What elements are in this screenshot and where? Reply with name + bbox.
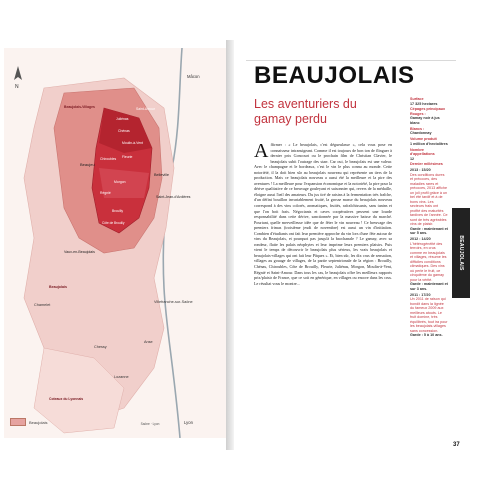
fact-appellations [410, 148, 448, 162]
cru-label-chiroubles: Chiroubles [100, 157, 117, 161]
city-label-beaujeu: Beaujeu [80, 162, 95, 167]
cru-label-chenas: Chénas [118, 129, 130, 133]
vintage-text: Un 2011 de raison qui bondit dans la lignée du fameux 2009 aux meilleurs atouts. Le fruit domine, très équilibrés, tout ira pour les beaujolais-villages sans concession. [410, 297, 448, 333]
fact-surface [410, 97, 448, 106]
city-label-lyon: Lyon [184, 420, 193, 425]
page-title: BEAUJOLAIS [254, 62, 415, 89]
vintage-2012 [410, 237, 448, 291]
fact-sublabel: Rouges : [410, 111, 426, 116]
north-label: N [15, 84, 19, 90]
vintage-keep: Garde : 5 à 10 ans. [410, 333, 443, 338]
cru-label-cote-de-brouilly: Côte de Brouilly [102, 221, 125, 225]
city-label-anse: Anse [144, 340, 153, 344]
vintage-keep: Garde : maintenant et sur 3 ans. [410, 282, 448, 291]
vintage-2011 [410, 293, 448, 338]
vintages-heading: Dernier millésimes [410, 162, 443, 167]
top-rule [246, 60, 456, 61]
legend-label: Beaujolais [29, 419, 48, 425]
vintage-keep: Garde : maintenant et sur 5 ans. [410, 226, 448, 236]
page-subtitle: Les aventuriers du gamay perdu [254, 97, 357, 126]
fact-value: 1 million d'hectolitres [410, 141, 448, 146]
legend-swatch [10, 418, 26, 426]
city-label-villefranche: Villefranche-sur-Saône [154, 300, 193, 304]
fact-volume [410, 137, 448, 146]
fact-label: Surface [410, 97, 424, 101]
vintage-text: L'hétérogénéité des terroirs, en crus comme en beaujolais et villages, résume les difficiles conditions climatiques. Des vins où perle le fruit, ce cinquième du gamay pour la vérité. [410, 241, 447, 282]
map-legend [10, 418, 47, 426]
vintage-year: 2012 : 14/20 [410, 237, 431, 242]
cru-label-moulin-a-vent: Moulin-à-Vent [122, 141, 143, 145]
cru-label-regnie: Régnié [100, 191, 111, 195]
article-body [254, 142, 392, 286]
zone-label-beaujolais: Beaujolais [49, 285, 67, 289]
fact-label: Blancs : [410, 126, 425, 131]
map-credit: Saône · Lyon [140, 422, 160, 426]
fact-value: Gamay noir à jus blanc [410, 116, 440, 125]
book-gutter [226, 40, 234, 450]
page-number: 37 [453, 442, 460, 448]
vintage-text: Des conditions dures et précoces, des maladies rares et précoces, 2013 affiche un joli profil grâce à un bel été tardif et à de bons vins. Les secteurs frais ont profité des maturités tardives de l'année. Ce sont de très agréables vins de plaisir. [410, 172, 448, 227]
article-text: ffirmer : « Le beaujolais, c'est dégueulasse », cela vous pose en connaisseur intransigeant. Comme il est toujours de bon ton de flinguer à dernier prix Goncourt ou le prochain film de Christian Clavier, le beaujolais subit l'outrage des starr. Car oui, le beaujolais est une valeur. Avec le champagne et le bordeaux, c'est le vin le plus connu au monde. Cette notoriété, il la doit bien sûr au beaujolais nouveau qui représente un tiers de la production. Mais ce beaujolais nouveau a aussi été la meilleure et la pire des aventures ! La meilleure pour l'expansion économique et la notoriété, la pire pour la dérive qualitative de ce breuvage gouleyant et saisonnier qui, revers de la médaille, éloigne aussi l'œil des amateurs. Du jus tiré de raisins à la fermentation très fraîche, d'un défini bouillon invariablement fruité, la grosse masse du beaujolais nouveau correspond à des vins colorés, aromatiques, fruités, rafraîchissants, sans tanins et que l'on boit frais. Négociants et caves coopératives peuvent une lourde responsabilité dans cette dérive, sanctionnée par la massive baisse du marché. Pourtant, quelle merveilleuse idée que de fêter le vin nouveau ! Ce breuvage des premiers frimas (troisième jeudi de novembre) est aussi un vin d'initiation. Combien d'étudiants ont fait leur première approche du vin lors d'une fête autour de vins du Beaujolais, et pourquoi pas jusqu'à la bacchanale ? Le gamay, avec sa rondeur, flatte les palais néophytes et leur imprime leurs premiers plaisirs. Puis vient le temps de découvrir le beaujolais plus sérieux, les vrais beaujolais et beaujolais-villages qui ont fait leur Pâques ». Et, bien sûr, les dix crus de sensation, villages au gouage de villages, de la partie septentrionale de la région : Brouilly, Chénas, Chiroubles, Côte de Brouilly, Fleurie, Juliénas, Morgon, Moulin-à-Vent, Régnié et Saint-Amour. Dans tous les cas, le beaujolais offre les meilleurs rapports prix/plaisir de France, que ce soit en générique, en villages ou encore dans les crus. Le résultat vous le montre... [254, 142, 392, 286]
city-label-belleville: Belleville [154, 173, 169, 177]
drop-cap: A [254, 140, 269, 162]
cru-label-brouilly: Brouilly [112, 209, 124, 213]
fact-label: Volume produit [410, 137, 437, 142]
vintage-year: 2013 : 15/20 [410, 168, 431, 173]
fact-value: 17 325 hectares [410, 101, 438, 106]
chapter-tab [452, 208, 470, 298]
zone-label-coteaux: Coteaux du Lyonnais [49, 397, 84, 401]
city-label-chessy: Chessy [94, 345, 107, 349]
fact-value: Chardonnay [410, 131, 432, 136]
fact-label: Nombre d'appellations [410, 147, 435, 157]
city-label-macon: Mâcon [187, 74, 200, 79]
fact-value: 12 [410, 156, 415, 161]
beaujolais-map [4, 48, 226, 438]
fact-label: Cépages principaux [410, 107, 446, 112]
fact-blancs [410, 127, 448, 136]
city-label-vaux: Vaux-en-Beaujolais [64, 250, 95, 254]
city-label-chamelet: Chamelet [34, 303, 51, 307]
cru-label-morgon: Morgon [114, 180, 126, 184]
fact-cepages [410, 107, 448, 125]
facts-sidebar [410, 97, 448, 339]
city-label-lozanne: Lozanne [114, 375, 129, 379]
cru-label-julienas: Juliénas [116, 117, 129, 121]
zone-label-villages: Beaujolais-Villages [64, 105, 95, 109]
city-label-saint-jean: Saint-Jean-d'Ardières [156, 195, 191, 199]
vintage-year: 2011 : 17/20 [410, 292, 431, 297]
chapter-tab-label: BEAUJOLAIS [458, 235, 464, 271]
vintages-section [410, 162, 448, 167]
vintage-2013 [410, 168, 448, 236]
cru-label-saint-amour: Saint-Amour [136, 107, 155, 111]
cru-label-fleurie: Fleurie [122, 155, 133, 159]
map-page [4, 48, 226, 438]
